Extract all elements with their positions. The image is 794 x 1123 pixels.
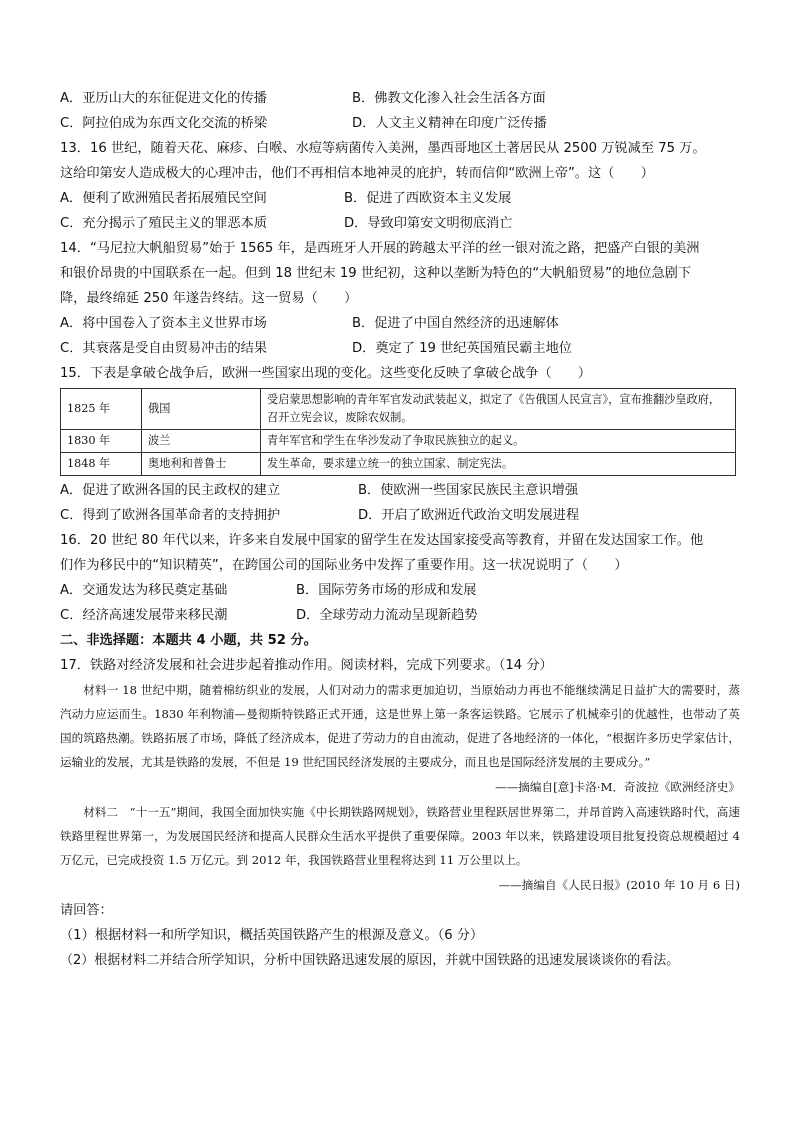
table-row: [61, 389, 736, 430]
table-cell-country: 俄国: [142, 389, 261, 430]
q16-stem-line2: 们作为移民中的“知识精英”，在跨国公司的国际业务中发挥了重要作用。这一状况说明了（ ）: [60, 558, 628, 573]
q16-option-d[interactable]: D．全球劳动力流动呈现新趋势: [296, 608, 478, 623]
q14-option-b[interactable]: B．促进了中国自然经济的迅速解体: [352, 316, 559, 331]
q14-stem-line1: 14．“马尼拉大帆船贸易”始于 1565 年，是西班牙人开展的跨越太平洋的丝一银对流之路，把盛产白银的美洲: [60, 241, 700, 256]
material-1-source: ——摘编自[意]卡洛·M．奇波拉《欧洲经济史》: [495, 780, 740, 794]
q12-options-row1: [60, 86, 740, 111]
exam-page: [60, 86, 740, 973]
q14-options-row2: [60, 336, 740, 361]
material-1-text: 材料一 18 世纪中期，随着棉纺织业的发展，人们对动力的需求更加迫切，当原始动力再也不能继续满足日益扩大的需要时，蒸汽动力应运而生。1830 年利物浦—曼彻斯特铁路正式开通，这是世界上第一条客运铁路。它展示了机械牵引的优越性，也带动了英国的筑路热潮。铁路拓展了市场，降低了经济成本，促进了劳动力的自由流动，促进了各地经济的一体化，“根据许多历史学家估计，运输业的发展，尤其是铁路的发展，不但是 19 世纪国民经济发展的主要成分，而且也是国际经济发展的主要成分。”: [60, 683, 740, 769]
q15-option-d[interactable]: D．开启了欧洲近代政治文明发展进程: [358, 508, 580, 523]
q14-stem-line3: 降，最终绵延 250 年遂告终结。这一贸易（ ）: [60, 291, 358, 306]
q16-stem-line1: 16．20 世纪 80 年代以来，许多来自发展中国家的留学生在发达国家接受高等教育，并留在发达国家工作。他: [60, 533, 704, 548]
q12-option-c[interactable]: C．阿拉伯成为东西文化交流的桥梁: [60, 116, 268, 131]
q16-options-row1: [60, 578, 740, 603]
q13-option-a[interactable]: A．便利了欧洲殖民者拓展殖民空间: [60, 191, 267, 206]
q17-stem: 17．铁路对经济发展和社会进步起着推动作用。阅读材料，完成下列要求。（14 分）: [60, 658, 553, 673]
q16-option-c[interactable]: C．经济高速发展带来移民潮: [60, 608, 228, 623]
q17-sub-question-1: （1）根据材料一和所学知识，概括英国铁路产生的根源及意义。（6 分）: [60, 928, 484, 943]
q14-option-d[interactable]: D．奠定了 19 世纪英国殖民霸主地位: [352, 341, 572, 356]
q17-sub-question-2: （2）根据材料二并结合所学知识，分析中国铁路迅速发展的原因，并就中国铁路的迅速发展谈谈你的看法。: [60, 953, 680, 968]
table-cell-event: 发生革命，要求建立统一的独立国家、制定宪法。: [261, 453, 736, 476]
q14-option-c[interactable]: C．其衰落是受自由贸易冲击的结果: [60, 341, 268, 356]
q15-stem: 15．下表是拿破仑战争后，欧洲一些国家出现的变化。这些变化反映了拿破仑战争（ ）: [60, 366, 592, 381]
q13-options-row2: [60, 211, 740, 236]
table-cell-country: 奥地利和普鲁士: [142, 453, 261, 476]
table-cell-year: 1825 年: [61, 389, 142, 430]
q15-option-a[interactable]: A．促进了欧洲各国的民主政权的建立: [60, 483, 281, 498]
answer-prompt: 请回答：: [60, 903, 113, 918]
q13-options-row1: [60, 186, 740, 211]
q15-option-c[interactable]: C．得到了欧洲各国革命者的支持拥护: [60, 508, 281, 523]
q14-options-row1: [60, 311, 740, 336]
q12-option-a[interactable]: A．亚历山大的东征促进文化的传播: [60, 91, 267, 106]
q15-options-row1: [60, 478, 740, 503]
q17-material-1: [60, 678, 740, 774]
material-2-text: 材料二 “十一五”期间，我国全面加快实施《中长期铁路网规划》，铁路营业里程跃居世界第二，并昂首跨入高速铁路时代，高速铁路里程世界第一，为发展国民经济和提高人民群众生活水平提供了重要保障。2003 年以来，铁路建设项目批复投资总规模超过 4 万亿元，已完成投资 1.5 万亿元。到 2012 年，我国铁路营业里程将达到 11 万公里以上。: [60, 805, 740, 867]
material-2-source: ——摘编自《人民日报》(2010 年 10 月 6 日): [498, 878, 740, 892]
q13-option-b[interactable]: B．促进了西欧资本主义发展: [344, 191, 512, 206]
q14-stem-line2: 和银价昂贵的中国联系在一起。但到 18 世纪末 19 世纪初，这种以垄断为特色的“大帆船贸易”的地位急剧下: [60, 266, 692, 281]
q15-option-b[interactable]: B．使欧洲一些国家民族民主意识增强: [358, 483, 579, 498]
q14-option-a[interactable]: A．将中国卷入了资本主义世界市场: [60, 316, 267, 331]
q15-table: [60, 388, 736, 476]
table-cell-event: 受启蒙思想影响的青年军官发动武装起义，拟定了《告俄国人民宣言》，宣布推翻沙皇政府，召开立宪会议，废除农奴制。: [261, 389, 736, 430]
section-heading: 二、非选择题：本题共 4 小题，共 52 分。: [60, 633, 317, 648]
q13-option-c[interactable]: C．充分揭示了殖民主义的罪恶本质: [60, 216, 268, 231]
q12-options-row2: [60, 111, 740, 136]
q17-material-2: [60, 800, 740, 872]
q16-option-a[interactable]: A．交通发达为移民奠定基础: [60, 583, 228, 598]
table-cell-country: 波兰: [142, 430, 261, 453]
q13-option-d[interactable]: D．导致印第安文明彻底消亡: [344, 216, 513, 231]
q12-option-b[interactable]: B．佛教文化渗入社会生活各方面: [352, 91, 546, 106]
table-cell-year: 1848 年: [61, 453, 142, 476]
q16-options-row2: [60, 603, 740, 628]
table-cell-event: 青年军官和学生在华沙发动了争取民族独立的起义。: [261, 430, 736, 453]
q12-option-d[interactable]: D．人文主义精神在印度广泛传播: [352, 116, 547, 131]
q15-options-row2: [60, 503, 740, 528]
q13-stem-line2: 这给印第安人造成极大的心理冲击，他们不再相信本地神灵的庇护，转而信仰“欧洲上帝”。这（ ）: [60, 166, 654, 181]
table-row: [61, 430, 736, 453]
q16-option-b[interactable]: B．国际劳务市场的形成和发展: [296, 583, 477, 598]
table-cell-year: 1830 年: [61, 430, 142, 453]
q13-stem-line1: 13．16 世纪，随着天花、麻疹、白喉、水痘等病菌传入美洲，墨西哥地区土著居民从 2500 万锐减至 75 万。: [60, 141, 706, 156]
table-row: [61, 453, 736, 476]
